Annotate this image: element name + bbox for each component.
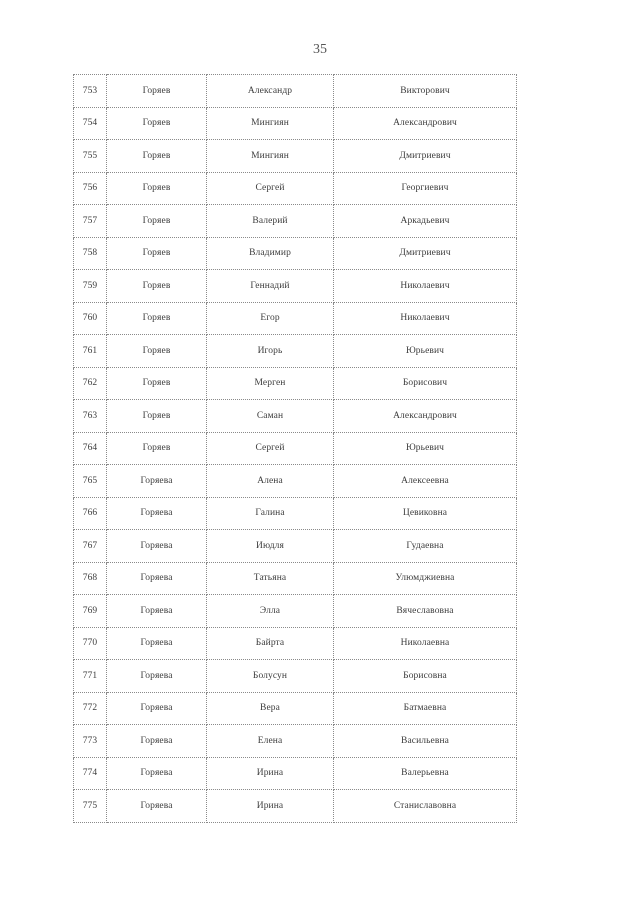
patronymic-cell: Дмитриевич bbox=[334, 140, 517, 173]
patronymic-cell: Гудаевна bbox=[334, 530, 517, 563]
patronymic-cell: Юрьевич bbox=[334, 432, 517, 465]
first-name-cell: Мерген bbox=[207, 367, 334, 400]
first-name-cell: Геннадий bbox=[207, 270, 334, 303]
last-name-cell: Горяева bbox=[107, 497, 207, 530]
first-name-cell: Мингиян bbox=[207, 107, 334, 140]
first-name-cell: Ирина bbox=[207, 757, 334, 790]
row-number-cell: 762 bbox=[74, 367, 107, 400]
last-name-cell: Горяев bbox=[107, 75, 207, 108]
table-row bbox=[74, 660, 517, 693]
last-name-cell: Горяева bbox=[107, 725, 207, 758]
last-name-cell: Горяева bbox=[107, 562, 207, 595]
first-name-cell: Егор bbox=[207, 302, 334, 335]
first-name-cell: Мингиян bbox=[207, 140, 334, 173]
table-row bbox=[74, 75, 517, 108]
first-name-cell: Вера bbox=[207, 692, 334, 725]
table-row bbox=[74, 335, 517, 368]
first-name-cell: Сергей bbox=[207, 172, 334, 205]
row-number-cell: 765 bbox=[74, 465, 107, 498]
last-name-cell: Горяева bbox=[107, 595, 207, 628]
last-name-cell: Горяев bbox=[107, 237, 207, 270]
patronymic-cell: Александрович bbox=[334, 107, 517, 140]
patronymic-cell: Георгиевич bbox=[334, 172, 517, 205]
last-name-cell: Горяев bbox=[107, 270, 207, 303]
patronymic-cell: Юрьевич bbox=[334, 335, 517, 368]
row-number-cell: 768 bbox=[74, 562, 107, 595]
table-row bbox=[74, 140, 517, 173]
patronymic-cell: Батмаевна bbox=[334, 692, 517, 725]
roster-body bbox=[74, 75, 517, 823]
last-name-cell: Горяев bbox=[107, 335, 207, 368]
last-name-cell: Горяева bbox=[107, 530, 207, 563]
row-number-cell: 759 bbox=[74, 270, 107, 303]
table-row bbox=[74, 270, 517, 303]
table-row bbox=[74, 237, 517, 270]
patronymic-cell: Николаевич bbox=[334, 270, 517, 303]
row-number-cell: 775 bbox=[74, 790, 107, 823]
last-name-cell: Горяев bbox=[107, 400, 207, 433]
table-row bbox=[74, 172, 517, 205]
row-number-cell: 758 bbox=[74, 237, 107, 270]
first-name-cell: Владимир bbox=[207, 237, 334, 270]
row-number-cell: 766 bbox=[74, 497, 107, 530]
patronymic-cell: Вячеславовна bbox=[334, 595, 517, 628]
row-number-cell: 755 bbox=[74, 140, 107, 173]
first-name-cell: Сергей bbox=[207, 432, 334, 465]
table-row bbox=[74, 725, 517, 758]
table-row bbox=[74, 497, 517, 530]
table-row bbox=[74, 692, 517, 725]
patronymic-cell: Борисовна bbox=[334, 660, 517, 693]
row-number-cell: 771 bbox=[74, 660, 107, 693]
patronymic-cell: Валерьевна bbox=[334, 757, 517, 790]
row-number-cell: 761 bbox=[74, 335, 107, 368]
row-number-cell: 754 bbox=[74, 107, 107, 140]
patronymic-cell: Николаевич bbox=[334, 302, 517, 335]
first-name-cell: Байрта bbox=[207, 627, 334, 660]
table-row bbox=[74, 400, 517, 433]
table-row bbox=[74, 432, 517, 465]
last-name-cell: Горяева bbox=[107, 692, 207, 725]
last-name-cell: Горяева bbox=[107, 627, 207, 660]
first-name-cell: Игорь bbox=[207, 335, 334, 368]
patronymic-cell: Алексеевна bbox=[334, 465, 517, 498]
patronymic-cell: Станиславовна bbox=[334, 790, 517, 823]
table-row bbox=[74, 790, 517, 823]
table-row bbox=[74, 367, 517, 400]
first-name-cell: Елена bbox=[207, 725, 334, 758]
row-number-cell: 757 bbox=[74, 205, 107, 238]
patronymic-cell: Викторович bbox=[334, 75, 517, 108]
last-name-cell: Горяев bbox=[107, 432, 207, 465]
table-row bbox=[74, 302, 517, 335]
last-name-cell: Горяев bbox=[107, 367, 207, 400]
row-number-cell: 767 bbox=[74, 530, 107, 563]
last-name-cell: Горяев bbox=[107, 140, 207, 173]
first-name-cell: Валерий bbox=[207, 205, 334, 238]
first-name-cell: Алена bbox=[207, 465, 334, 498]
last-name-cell: Горяева bbox=[107, 757, 207, 790]
last-name-cell: Горяев bbox=[107, 172, 207, 205]
last-name-cell: Горяев bbox=[107, 107, 207, 140]
table-row bbox=[74, 465, 517, 498]
patronymic-cell: Борисович bbox=[334, 367, 517, 400]
row-number-cell: 773 bbox=[74, 725, 107, 758]
patronymic-cell: Васильевна bbox=[334, 725, 517, 758]
table-row bbox=[74, 205, 517, 238]
table-row bbox=[74, 562, 517, 595]
table-row bbox=[74, 627, 517, 660]
first-name-cell: Ирина bbox=[207, 790, 334, 823]
row-number-cell: 763 bbox=[74, 400, 107, 433]
first-name-cell: Болусун bbox=[207, 660, 334, 693]
row-number-cell: 770 bbox=[74, 627, 107, 660]
row-number-cell: 756 bbox=[74, 172, 107, 205]
patronymic-cell: Цевиковна bbox=[334, 497, 517, 530]
row-number-cell: 769 bbox=[74, 595, 107, 628]
name-roster-table bbox=[73, 74, 517, 823]
table-row bbox=[74, 757, 517, 790]
patronymic-cell: Николаевна bbox=[334, 627, 517, 660]
first-name-cell: Галина bbox=[207, 497, 334, 530]
row-number-cell: 764 bbox=[74, 432, 107, 465]
patronymic-cell: Александрович bbox=[334, 400, 517, 433]
first-name-cell: Татьяна bbox=[207, 562, 334, 595]
patronymic-cell: Улюмджиевна bbox=[334, 562, 517, 595]
first-name-cell: Саман bbox=[207, 400, 334, 433]
row-number-cell: 753 bbox=[74, 75, 107, 108]
row-number-cell: 772 bbox=[74, 692, 107, 725]
table-row bbox=[74, 530, 517, 563]
patronymic-cell: Аркадьевич bbox=[334, 205, 517, 238]
last-name-cell: Горяева bbox=[107, 660, 207, 693]
page-number: 35 bbox=[313, 42, 327, 57]
row-number-cell: 760 bbox=[74, 302, 107, 335]
last-name-cell: Горяев bbox=[107, 205, 207, 238]
last-name-cell: Горяева bbox=[107, 465, 207, 498]
table-row bbox=[74, 107, 517, 140]
first-name-cell: Июдля bbox=[207, 530, 334, 563]
table-row bbox=[74, 595, 517, 628]
first-name-cell: Александр bbox=[207, 75, 334, 108]
row-number-cell: 774 bbox=[74, 757, 107, 790]
first-name-cell: Элла bbox=[207, 595, 334, 628]
patronymic-cell: Дмитриевич bbox=[334, 237, 517, 270]
last-name-cell: Горяев bbox=[107, 302, 207, 335]
last-name-cell: Горяева bbox=[107, 790, 207, 823]
